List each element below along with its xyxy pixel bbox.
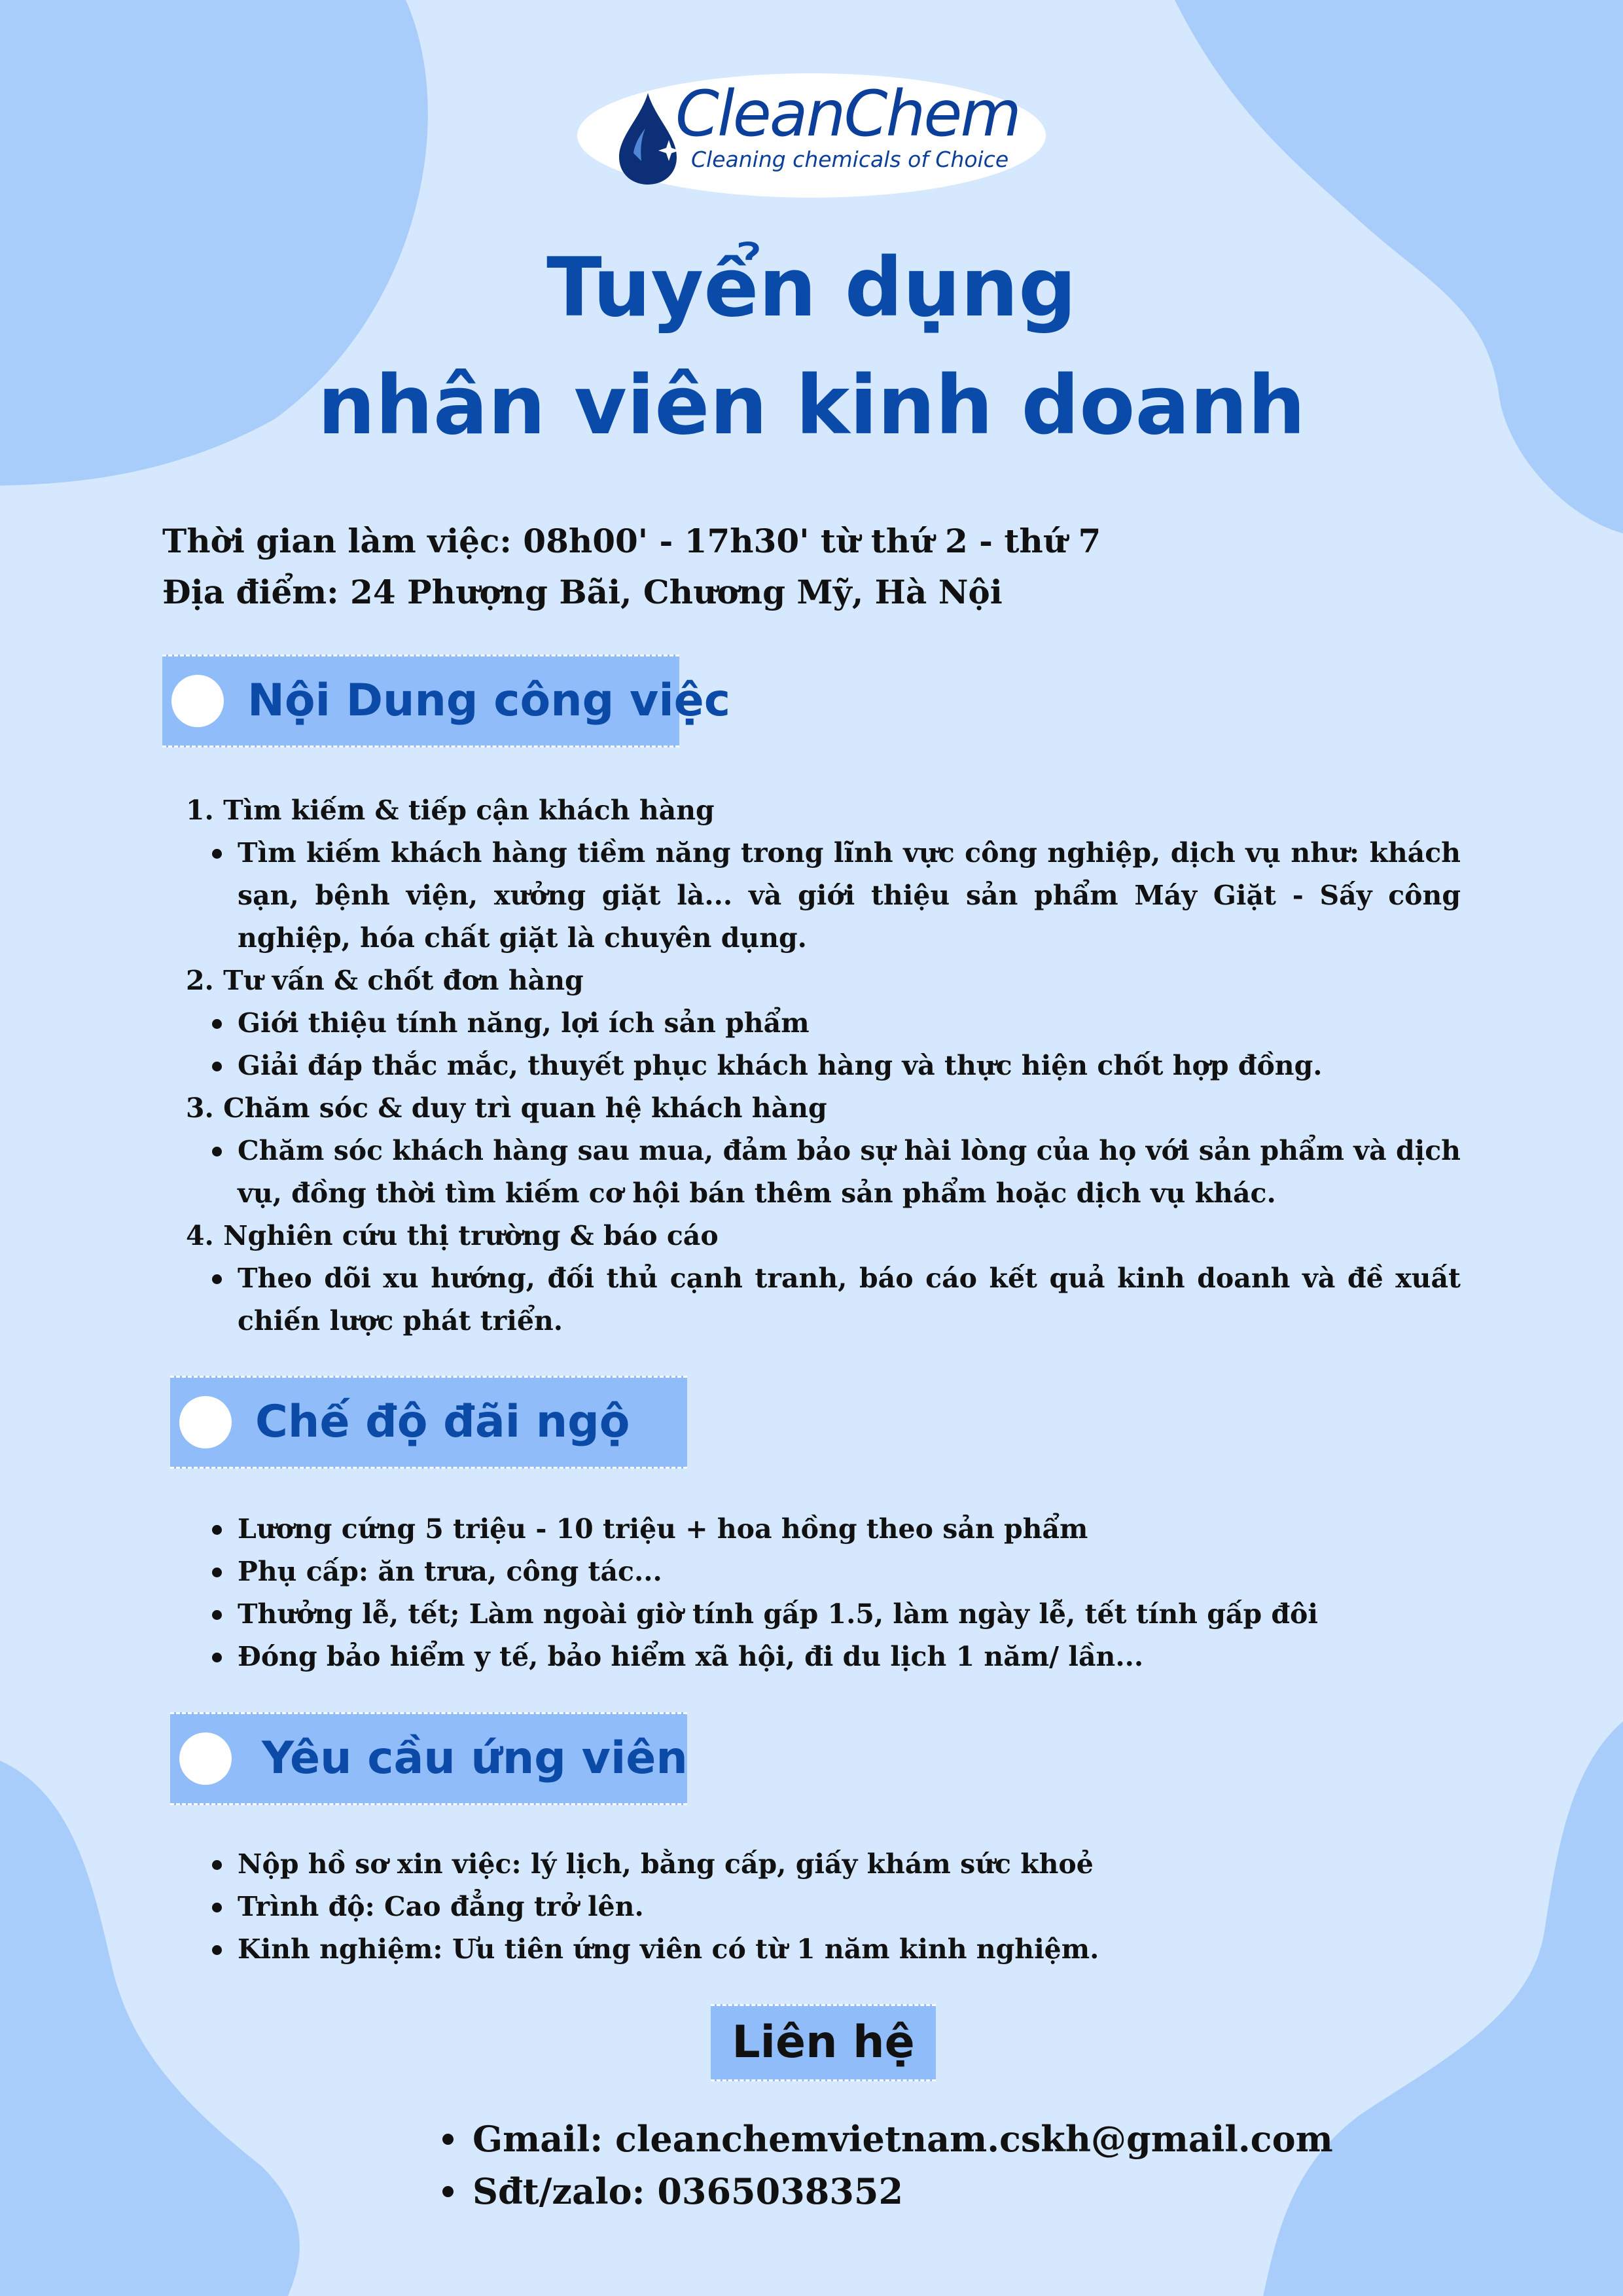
duty-bullet: Giới thiệu tính năng, lợi ích sản phẩm (162, 1002, 1461, 1045)
duty-bullet: Theo dõi xu hướng, đối thủ cạnh tranh, báo cáo kết quả kinh doanh và đề xuất chiến lược phát triển. (162, 1257, 1461, 1342)
section-header-requirements (170, 1712, 687, 1805)
duty-title: 4. Nghiên cứu thị trường & báo cáo (186, 1220, 719, 1251)
section-title-benefits: Chế độ đãi ngộ (255, 1396, 630, 1448)
section-header-benefits (170, 1376, 687, 1469)
logo (577, 73, 1046, 198)
job-duties-list (162, 789, 1461, 1342)
logo-name: CleanChem (675, 77, 1020, 151)
contact-header: Liên hệ (711, 2004, 936, 2081)
contact-list (442, 2113, 1333, 2217)
requirement-item: Kinh nghiệm: Ưu tiên ứng viên có từ 1 năm kinh nghiệm. (162, 1928, 1461, 1971)
benefit-item: Phụ cấp: ăn trưa, công tác... (162, 1551, 1461, 1593)
duty-title: 1. Tìm kiếm & tiếp cận khách hàng (186, 795, 715, 826)
duty-title: 2. Tư vấn & chốt đơn hàng (186, 965, 584, 996)
duty-bullet: Tìm kiếm khách hàng tiềm năng trong lĩnh vực công nghiệp, dịch vụ như: khách sạn, bệnh viện, xưởng giặt là... và giới thiệu sản phẩm Máy Giặt - Sấy công nghiệp, hóa chất giặt là chuyên dụng. (162, 832, 1461, 960)
benefit-item: Lương cứng 5 triệu - 10 triệu + hoa hồng theo sản phẩm (162, 1508, 1461, 1551)
circle-icon (179, 1732, 232, 1785)
requirement-item: Nộp hồ sơ xin việc: lý lịch, bằng cấp, giấy khám sức khoẻ (162, 1843, 1461, 1886)
page-title (0, 229, 1623, 465)
contact-email[interactable]: Gmail: cleanchemvietnam.cskh@gmail.com (442, 2113, 1333, 2165)
title-line-2: nhân viên kinh doanh (317, 359, 1306, 453)
section-title-job: Nội Dung công việc (247, 675, 731, 726)
duty-bullet: Giải đáp thắc mắc, thuyết phục khách hàng và thực hiện chốt hợp đồng. (162, 1045, 1461, 1087)
benefits-list (162, 1508, 1461, 1678)
water-drop-icon (615, 90, 681, 187)
circle-icon (179, 1396, 232, 1448)
requirement-item: Trình độ: Cao đẳng trở lên. (162, 1886, 1461, 1928)
requirements-list (162, 1843, 1461, 1971)
duty-title: 3. Chăm sóc & duy trì quan hệ khách hàng (186, 1092, 827, 1124)
benefit-item: Thưởng lễ, tết; Làm ngoài giờ tính gấp 1.5, làm ngày lễ, tết tính gấp đôi (162, 1593, 1461, 1636)
job-info (162, 516, 1101, 618)
work-location: Địa điểm: 24 Phượng Bãi, Chương Mỹ, Hà Nội (162, 573, 1003, 611)
duty-bullet: Chăm sóc khách hàng sau mua, đảm bảo sự hài lòng của họ với sản phẩm và dịch vụ, đồng thời tìm kiếm cơ hội bán thêm sản phẩm hoặc dịch vụ khác. (162, 1130, 1461, 1215)
circle-icon (171, 675, 224, 727)
section-title-requirements: Yêu cầu ứng viên (262, 1732, 688, 1784)
benefit-item: Đóng bảo hiểm y tế, bảo hiểm xã hội, đi du lịch 1 năm/ lần... (162, 1636, 1461, 1678)
logo-tagline: Cleaning chemicals of Choice (691, 147, 1009, 172)
section-header-job (162, 655, 731, 747)
working-hours: Thời gian làm việc: 08h00' - 17h30' từ thứ 2 - thứ 7 (162, 522, 1101, 560)
contact-phone[interactable]: Sđt/zalo: 0365038352 (442, 2165, 1333, 2217)
title-line-1: Tuyển dụng (546, 241, 1077, 335)
